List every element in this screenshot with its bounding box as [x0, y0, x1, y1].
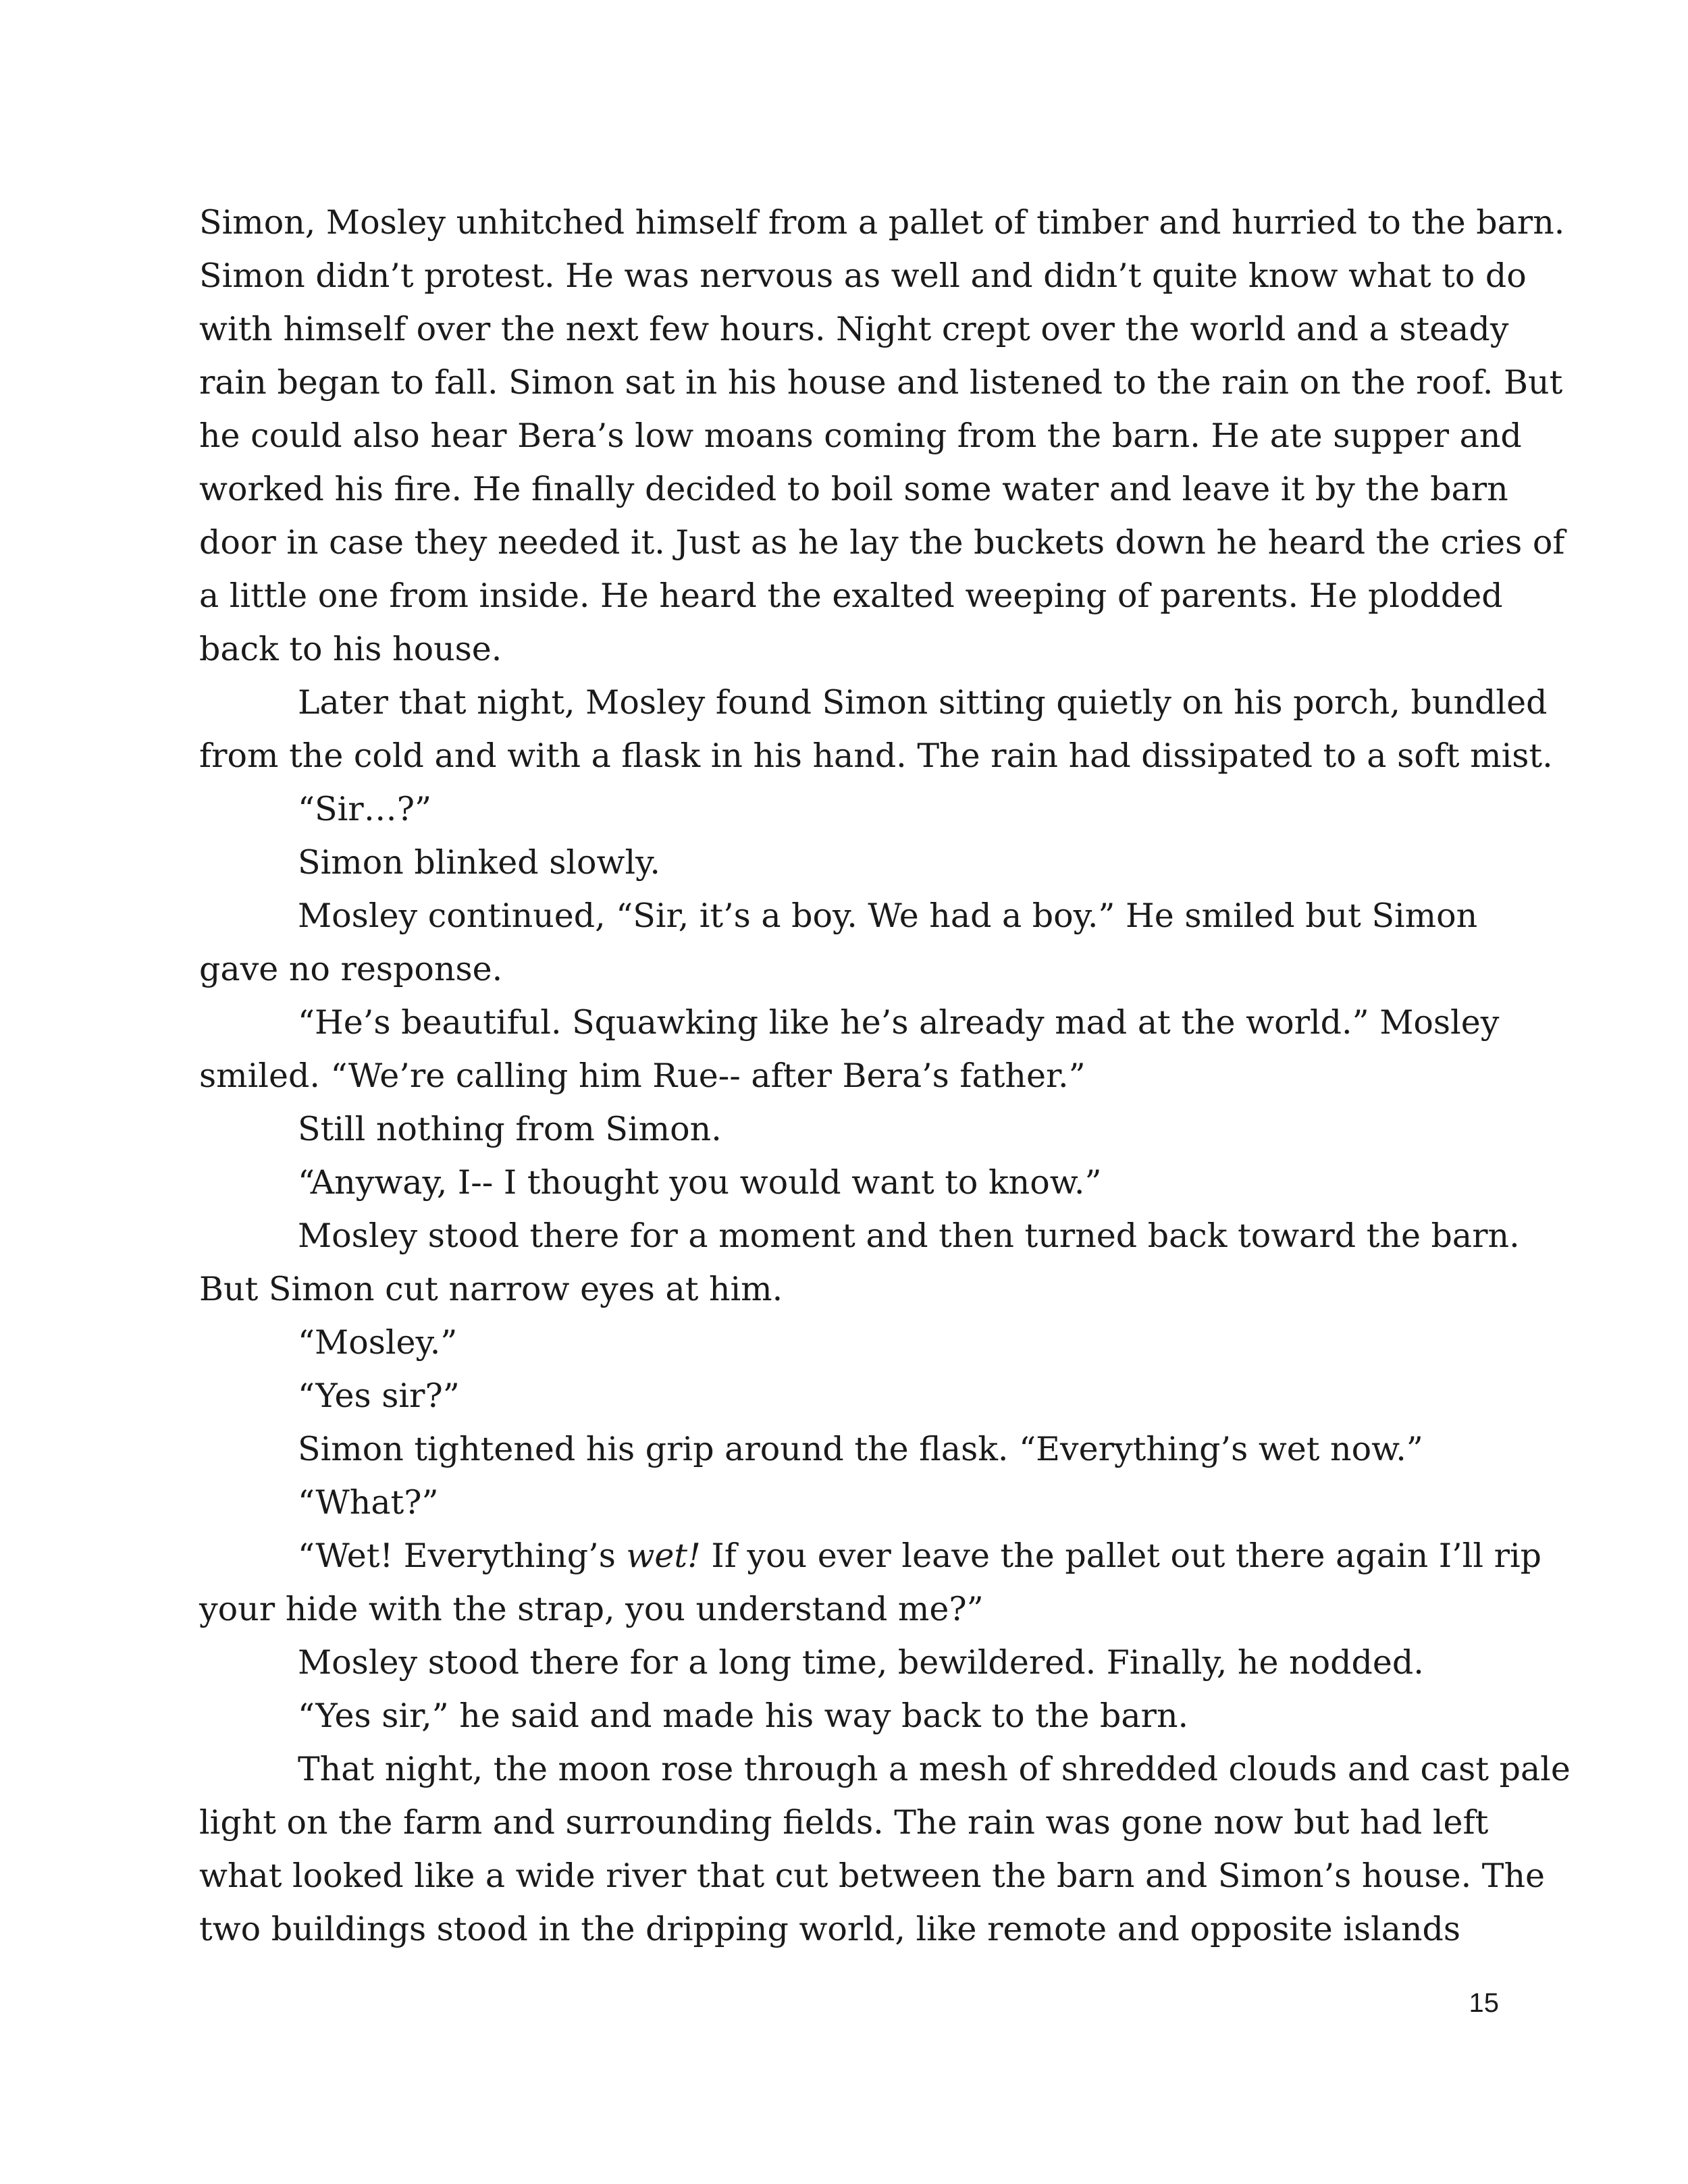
- text-line: Simon blinked slowly.: [298, 843, 660, 882]
- text-line: he could also hear Bera’s low moans coming from the barn. He ate supper and: [199, 417, 1522, 455]
- page-number: 15: [1469, 1988, 1499, 2018]
- text-line: Mosley stood there for a long time, bewildered. Finally, he nodded.: [298, 1643, 1424, 1682]
- text-line: with himself over the next few hours. Night crept over the world and a steady: [199, 310, 1509, 348]
- text-line: a little one from inside. He heard the exalted weeping of parents. He plodded: [199, 577, 1503, 615]
- text-line: “Yes sir?”: [298, 1377, 460, 1415]
- text-line: Still nothing from Simon.: [298, 1110, 722, 1148]
- text-line: rain began to fall. Simon sat in his house and listened to the rain on the roof. But: [199, 363, 1563, 402]
- text-line: Mosley stood there for a moment and then turned back toward the barn.: [298, 1217, 1520, 1255]
- text-line: Mosley continued, “Sir, it’s a boy. We had a boy.” He smiled but Simon: [298, 897, 1478, 935]
- text-line: “Sir…?”: [298, 790, 432, 828]
- body-text: [199, 196, 1571, 1956]
- text-line: worked his fire. He finally decided to boil some water and leave it by the barn: [199, 470, 1508, 508]
- text-line: Simon, Mosley unhitched himself from a pallet of timber and hurried to the barn.: [199, 203, 1565, 242]
- text-line: “Anyway, I-- I thought you would want to know.”: [298, 1163, 1102, 1202]
- text-line: door in case they needed it. Just as he lay the buckets down he heard the cries of: [199, 523, 1565, 562]
- text-line: back to his house.: [199, 630, 502, 668]
- text-segment: If you ever leave the pallet out there again I’ll rip: [700, 1537, 1542, 1575]
- text-line: two buildings stood in the dripping world, like remote and opposite islands: [199, 1910, 1461, 1948]
- text-line: Simon didn’t protest. He was nervous as well and didn’t quite know what to do: [199, 257, 1527, 295]
- text-line: Simon tightened his grip around the flask. “Everything’s wet now.”: [298, 1430, 1423, 1468]
- text-line: But Simon cut narrow eyes at him.: [199, 1270, 783, 1308]
- text-line: “What?”: [298, 1483, 439, 1522]
- text-line: Later that night, Mosley found Simon sitting quietly on his porch, bundled: [298, 683, 1548, 722]
- text-line: light on the farm and surrounding fields. The rain was gone now but had left: [199, 1803, 1489, 1842]
- italic-emphasis: wet!: [626, 1537, 701, 1575]
- text-line: from the cold and with a flask in his hand. The rain had dissipated to a soft mist.: [199, 737, 1553, 775]
- text-line: gave no response.: [199, 950, 503, 988]
- text-line: “Yes sir,” he said and made his way back to the barn.: [298, 1697, 1189, 1735]
- text-line: your hide with the strap, you understand me?”: [199, 1590, 984, 1628]
- text-line: “He’s beautiful. Squawking like he’s already mad at the world.” Mosley: [298, 1003, 1500, 1042]
- text-line-with-italic: [199, 1529, 1542, 1582]
- text-line: “Mosley.”: [298, 1323, 458, 1362]
- text-line: what looked like a wide river that cut between the barn and Simon’s house. The: [199, 1857, 1546, 1895]
- text-line: That night, the moon rose through a mesh of shredded clouds and cast pale: [298, 1750, 1571, 1788]
- text-segment: “Wet! Everything’s: [298, 1537, 627, 1575]
- text-line: smiled. “We’re calling him Rue-- after Bera’s father.”: [199, 1057, 1086, 1095]
